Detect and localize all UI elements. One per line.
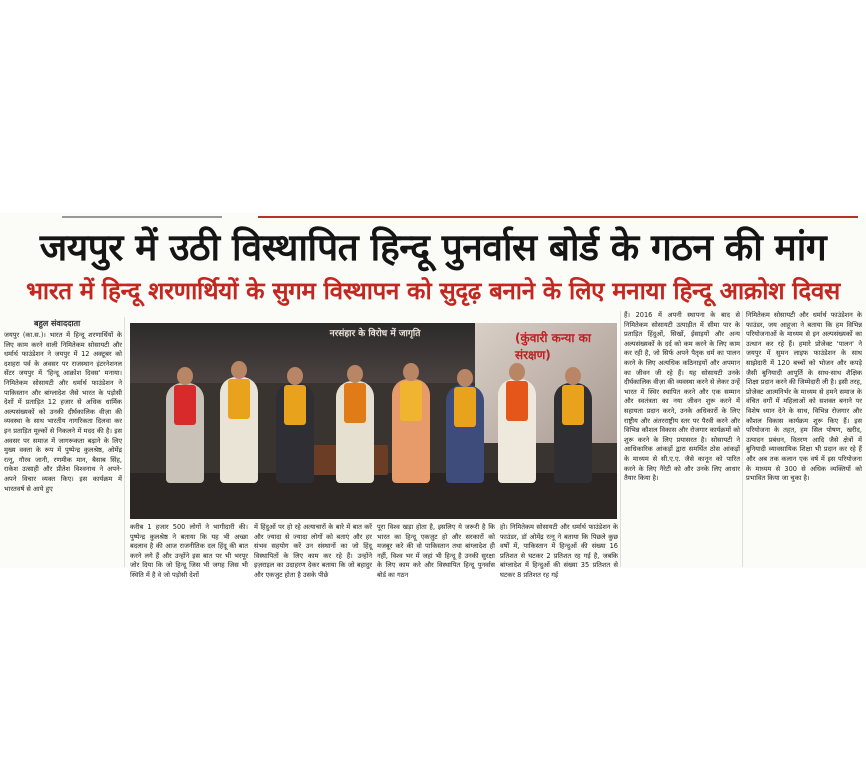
photo-person [446, 385, 484, 483]
article-column-1: जयपुर (का.स.)। भारत में हिन्दू शरणार्थियों के लिए काम करने वाली निमितेकम सोसायटी और धर्मार्थ फाउंडेशन ने जयपुर में 12 अक्टूबर को दशहरा पर्व के अवसर पर राजस्थान इंटरनेशनल सेंटर जयपुर में 'हिन्दू आक्रोश दिवस' मनाया। निमितेकम सोसायटी और धर्मार्थ फाउंडेशन ने पाकिस्तान और बांग्लादेश जैसे भारत के पड़ोसी देशों में प्रताड़ित 12 हजार से अधिक धार्मिक अल्पसंख्यकों को उनकी दीर्घकालिक वीज़ा की व्यवस्था के साथ भारतीय नागरिकता दिलवा कर इन प्रताड़ित मूल्कों से निकलने में मदद की है। इस अवसर पर समाज में जागरूकता बढ़ाने के लिए मुख्य वक्ता के रूप में पुष्पेन्द्र कुलश्रेष्ठ, ओमेंद्र रत्नू, गौरव जानी, रणमीक मान, बैसाब सिंह, राकेश उत्साही और प्रीतेश विश्वनाथ ने अपने-अपने विचार व्यक्त किए। इस कार्यक्रम में भारतवर्ष से आये हुए [4, 331, 122, 493]
photo-person [166, 383, 204, 483]
rule-right [258, 216, 858, 218]
article-column-6: हैं। 2016 में अपनी स्थापना के बाद से निमितेकम सोसायटी उत्पाड़ीत में सीमा पार के प्रताड़ित हिंदुओं, सिखों, ईसाइयों और अन्य अल्पसंख्यकों के दर्द को कम करने के लिए काम कर रही है, जो सिर्फ अपने पैतृक धर्म का पालन करने के लिए अत्यधिक कठिनाइयों और अपमान का जीवन जी रहे हैं। यह सोसायटी उनके दीर्घकालिक वीज़ा की व्यवस्था करने से लेकर उन्हें भारत में स्थिर स्थापित करने और एक सम्मान और स्वतंत्रता का नया जीवन शुरू करने में सहायता प्रदान करने, उनके अधिकारों के लिए राष्ट्रीय और अंतरराष्ट्रीय स्तर पर पैरवी करने और विभिन्न कौशल विकास और रोजगार कार्यक्रमों को शुरू करने के लिए प्रयासरत है। सोसायटी ने आधिकारिक आंकड़ों द्वारा समर्थित ठोस आंकड़ों के माध्यम से सी.ए.ए. जैसे कानून को पारित करने के लिए नैरेटी को और उनके लिए आधार तैयार किया है। [624, 311, 740, 483]
photo-person [392, 379, 430, 483]
subheadline: भारत में हिन्दू शरणार्थियों के सुगम विस्थापन को सुदृढ़ बनाने के लिए मनाया हिन्दू आक्रोश दिवस [26, 277, 840, 305]
rule-left [62, 216, 222, 218]
photo-person [498, 379, 536, 483]
top-rules [0, 213, 866, 221]
column-divider [124, 317, 125, 567]
photo-person [554, 383, 592, 483]
column-divider [620, 311, 621, 567]
photo-banner-text: नरसंहार के विरोध में जागृति [329, 329, 421, 339]
event-photo [130, 323, 617, 519]
column-divider [742, 311, 743, 567]
byline: बहुल संवाददाता [34, 319, 81, 328]
article-column-4: पूरा विश्व खड़ा होता है, इसलिए ये जरूरी है कि भारत का हिन्दू एकजुट हो और सरकारों को मजबूर करे की वो पाकिस्तान तथा बांग्लादेश ही नहीं, विश्व भर में जहां भी हिन्दू है उनकी सुरक्षा के लिए काम करे और विस्थापित हिन्दू पुनर्वास बोर्ड का गठन [377, 523, 495, 579]
photo-person [220, 377, 258, 483]
article-column-7: निमितेकम सोसायटी और धर्मार्थ फाउंडेशन के फाउंडर, जय आहूजा ने बताया कि हम विभिन्न परियोजनाओं के माध्यम से इन अल्पसंख्यकों का उत्थान कर रहे हैं। हमारे प्रोजेक्ट 'पालन' ने जयपुर में सुमन लाइफ फाउंडेशन के साथ साझेदारी में 120 बच्चों को भोजन और कपड़े जैसी बुनियादी आपूर्ति के साथ-साथ शैक्षिक शिक्षा प्रदान करने की जिम्मेदारी ली है। इसी तरह, प्रोजेक्ट आत्मनिर्भर के माध्यम से हमने समाज के वंचित वर्गों में महिलाओं को सशक्त बनाने पर विशेष ध्यान देने के साथ, विभिन्न रोजगार और कौशल विकास कार्यक्रम शुरू किए हैं। इस परियोजना के तहत, हम सिल पोषण, खरीद, उत्पादन प्रबंधन, वितरण आदि जैसे क्षेत्रों में बुनियादी व्यावसायिक शिक्षा भी प्रदान कर रहे हैं और अब तक कलान एक वर्ष में इस परियोजना के माध्यम से 300 से अधिक व्यक्तियों को प्रभावित किया जा चुका है। [746, 311, 862, 483]
photo-poster [475, 323, 617, 443]
photo-person [276, 383, 314, 483]
newspaper-clipping [0, 213, 866, 579]
headline: जयपुर में उठी विस्थापित हिन्दू पुनर्वास बोर्ड के गठन की मांग [39, 226, 827, 269]
poster-text: (कुंवारी कन्या का संरक्षण) [515, 331, 592, 362]
article-column-3: में हिंदुओं पर हो रहे अत्याचारों के बारे में बात करें और ज्यादा से ज्यादा लोगों को बताएं और हर संभव सहयोग करें उन संस्थानों का जो हिंदू विस्थापितों के लिए काम कर रहे हैं। उन्होंने इज़राइल का उदाहरण देकर बताया कि जो बहादुर और एकजुट होता है उसके पीछे [254, 523, 372, 579]
article-column-2: करीब 1 हजार 500 लोगों ने भागीदारी की। पुष्पेन्द्र कुलश्रेष्ठ ने बताया कि यह भी अच्छा बदलाव है की आज राजनीतिक दल हिंदू की बात करने लगे हैं और उन्होंने इस बात पर भी भरपूर जोर दिया कि जो हिन्दू जिस भी जगह जिस भी स्थिति में है वे जो पड़ोसी देशों [130, 523, 248, 579]
article-column-5: हो। निमितेकम सोसायटी और धर्मार्थ फाउंडेशन के फाउंडर, डॉ ओमेंद्र रत्नू ने बताया कि पिछले कुछ वर्षों में, पाकिस्तान में हिन्दुओं की संख्या 16 प्रतिशत से घटकर 2 प्रतिशत रह गई है, जबकि बांग्लादेश में हिन्दुओं की संख्या 35 प्रतिशत से घटकर 8 प्रतिशत रह गई [500, 523, 618, 579]
photo-person [336, 381, 374, 483]
